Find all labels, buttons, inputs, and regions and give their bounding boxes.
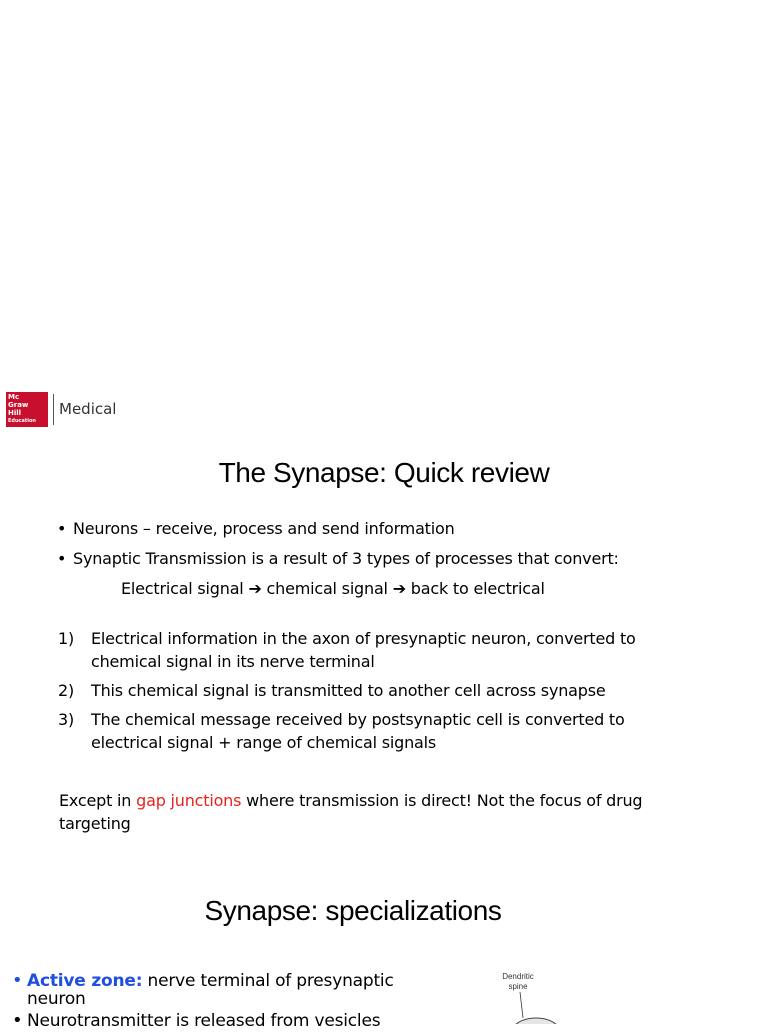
synapse-diagram (440, 960, 640, 1024)
step-3-line-2: electrical signal + range of chemical signals (91, 733, 436, 752)
signal-conversion-line: Electrical signal ➔ chemical signal ➔ back to electrical (121, 579, 545, 598)
gap-junction-note (59, 790, 642, 812)
bullet-synaptic-transmission: Synaptic Transmission is a result of 3 types of processes that convert: (73, 549, 619, 568)
diagram-label-dendritic: Dendritic (502, 972, 534, 981)
step-1-line-2: chemical signal in its nerve terminal (91, 652, 375, 671)
bullet-neurons: Neurons – receive, process and send information (73, 519, 455, 538)
synapse-diagram-svg (440, 960, 640, 1024)
step-2-line-1: This chemical signal is transmitted to another cell across synapse (91, 681, 606, 700)
step-number: 2) (58, 681, 75, 700)
logo-line: Hill (8, 409, 22, 417)
neurotransmitter-bullet: Neurotransmitter is released from vesicles (27, 1011, 381, 1031)
bullet-marker: • (57, 549, 67, 568)
diagram-leader-line (520, 992, 523, 1018)
gap-junction-note-line-2: targeting (59, 814, 131, 833)
step-number: 1) (58, 629, 75, 648)
diagram-label-spine: spine (508, 982, 528, 991)
step-number: 3) (58, 710, 75, 729)
logo-line: Graw (8, 401, 29, 409)
active-zone-term: Active zone: (27, 971, 143, 991)
bullet-marker: • (57, 519, 67, 538)
logo-label: Medical (59, 400, 117, 418)
slide-title-quick-review: The Synapse: Quick review (218, 457, 550, 488)
step-3-line-1: The chemical message received by postsynaptic cell is converted to (91, 710, 625, 729)
dendritic-spine-shape (512, 1018, 560, 1024)
logo-line: Education (8, 418, 36, 424)
logo-divider (53, 394, 54, 425)
gap-junctions-highlight: gap junctions (136, 791, 242, 810)
logo-line: Mc (8, 393, 20, 401)
note-suffix: where transmission is direct! Not the focus of drug (241, 791, 643, 810)
slide-title-specializations: Synapse: specializations (204, 895, 502, 926)
bullet-marker: • (12, 1010, 23, 1031)
bullet-marker: • (12, 970, 23, 991)
step-1-line-1: Electrical information in the axon of presynaptic neuron, converted to (91, 629, 636, 648)
active-zone-desc: nerve terminal of presynaptic (142, 971, 394, 991)
active-zone-line-2: neuron (27, 989, 86, 1009)
note-prefix: Except in (59, 791, 137, 810)
mcgraw-hill-logo (6, 392, 48, 427)
